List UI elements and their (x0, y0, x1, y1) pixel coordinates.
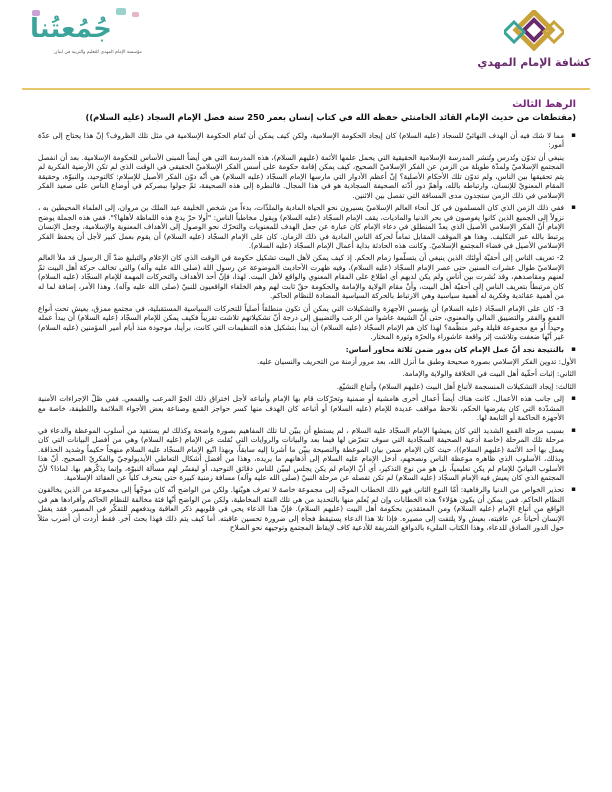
page-subtitle: (مقتطفات من حديث الإمام القائد الخامنئي حفظه الله في كتاب إنسان بعمر 250 سنة فصل الإمام السجاد (عليه السلام)) (85, 112, 576, 122)
paragraph-axis-2: الثاني: إثبات أحقّية أهل البيت في الخلافة والولاية والإمامة. (402, 369, 576, 379)
logo-wordmark: جُمُعتُنا (30, 14, 112, 44)
mahdi-scouts-logo (474, 10, 594, 70)
paragraph-point-1: ينبغي أن تدوّن وتُدرس وتُنشر المدرسة الإسلامية الحقيقية التي يحمل علمها الأئمة (عليهم السلام)، هذه المدرسة التي هي أيضاً المبنى الأساس للحكومة الإسلامية. بعد أن انفصل المجتمع الإسلاميّ ولمدّة طويلة من الزمن عن الفكر الإسلاميّ الصحيح، كيف يمكن إقامة حكومة على أسس الفكر الإسلاميّ الحقيقي في الوقت الذي لم تكن الأرضية الفكرية لم يتم تحقيقها بين الناس، ولم تدوّن تلك الأحكام الأصلية؟ إنّ أعظم الأدوار التي مارسها الإمام السجّاد (عليه السلام) هي أنّه دوّن الفكر الأصيل للإسلام: كالتوحيد، والنبوّة، وحقيقة المقام المعنويّ للإنسان، وارتباطه بالله، وأهمّ دور أدّته الصحيفة السجادية هو في هذا المجال. فالنطرة إلى هذه الصحيفة، ثمّ جولوا ببصركم في أوضاع الناس على صعيد الفكر الإسلامي في ذلك الزمن ستجدون مدى المسافة التي تفصل بين الاثنين. (38, 152, 564, 200)
paragraph-warning: ▪ تحذير الخواص من الدنيا والرفاهية: أمّا النوع الثاني فهو ذلك الخطاب الموجّه إلى مجموعة خاصة لا تعرف هويّتها. ولكن من الواضح أنّه كان موجّهاً إلى مجموعة من الذين يخالفون النظام الحاكم. فمن يمكن أن يكون هؤلاء؟ هذه الخطابات وإن لم يُعلم منها بالتحديد من هي تلك الفئة المخاطبة، ولكن من الواضح أنّها فئة مخالفة للنظام الحاكم وأفرادها هم في الواقع من أتباع الإمام (عليه السلام) ومن المعتقدين بحكومة أهل البيت (عليهم السلام). فإنّ هذا الدعاء يحي في قلوبهم ذكر العاقبة ويدفعهم للتفكّر في المصير. فقد يغفل الإنسان أحياناً عن عاقبته، بعيش ولا يلتفت إلى مصيره. فإذا تلا هذا الدعاء يستيقظ فجأة إلى ضرورة تحسين عاقبته. أما كيف يتم ذلك فهذا بحث آخر. فقط أردت أن أضرب مثلاً حول الدور الصادق للدعاء، وهذا الكتاب المليء بالدوافع الشريفة للأدعية كاف لإيقاظ المجتمع وتوجيهه نحو الصلاح (38, 485, 576, 532)
page-title: الرهط الثالث (512, 99, 576, 110)
paragraph-axis-3: الثالث: إيجاد التشكيلات المنسجمة لأتباع أهل البيت (عليهم السلام) وأتباع التشيّع. (336, 381, 576, 391)
document-body (38, 98, 576, 536)
paragraph-side-works: ▪ إلى جانب هذه الأعمال، كانت هناك أيضاً أعمال أخرى هامشية أو ضمنية وتحرّكات قام بها الإمام وأتباعه لأجل اختراق ذلك الجوّ المرعب والقمعي. ففي ظلّ الإجراءات الأمنية المشدّدة التي كان يفرضها الحكم، نلاحظ مواقف عديدة للإمام (عليه السلام) أو أتباعه كان الهدف منها كسر حواجز القمع وصناعة بعض الأجواء الملائمة واللطيفة، خاصة مع الأجهزة الحاكمة أو التابعة لها. (38, 394, 576, 422)
header-divider (22, 88, 590, 90)
paragraph-point-2: 2- تعريف الناس إلى أحقيّة أولئك الذين ينبغي أن يتسلّموا زمام الحكم. إذ كيف يمكن لأهل البيت تشكيل حكومة في الوقت الذي كان الإعلام والتبليغ ضدّ آل الرسول قد ملأ العالم الإسلاميّ طوال عشرات السنين حتى عصر الإمام السجّاد (عليه السلام)، وفيه ظهرت الأحاديث الموضوعة عن رسول الله (صلى الله عليه وآله) والتي تخالف حركة أهل البيت ثمّ لعنهم ومقاصدهم، وقد نُشرت بين أناس ولم يكن لديهم أي اطلاع على المقام المعنوي والواقع لأهل البيت. لهذا، فإنّ أحد الأهداف والتحركات المهمة للإمام السجّاد (عليه السلام) كان مرتبطاً بتعريف الناس إلى أحقيّة أهل البيت، وأنّ مقام الولاية والإمامة والحكومة حقّ ثابت لهم وهم الخلفاء الواقعيون للنبيّ (صلى الله عليه وآله). وهذا الأمر، إضافة لما له من أهمية عقائدية وفكرية له أهمية سياسية وهي الارتباط بالحركة السياسية المضادة للنظام الحاكم. (38, 253, 564, 301)
paragraph-era: ▪ ففي ذلك الزمن الذي كان المسلمون في كل أنحاء العالم الإسلاميّ يسيرون نحو الحياة المادية والملذّات، بدءاً من شخص الخليفة عبد الملك بن مروان، إلى العلماء المحيطين به ، نزولاً إلى الجميع الذين كانوا يغوصون في بحر الدنيا والماديات، يقف الإمام السجّاد (عليه السلام) ويقول مخاطباً الناس: "أولا حرّ يدع هذه اللماظة لأهلها؟". ففي هذه الجملة يوضح الإمام أنّ الفكر الإسلامي الأصيل الذي يعدّ المنطلق في دعاء الإمام كان عبارة عن جعل الهدف للمعنويات والتحرّك نحو الوصول إلى الأهداف المعنوية والإسلامية، وجعل الإنسان يرتبط بالله عبر التكليف. وهذا هو الموقف المقابل تماماً لحركة الناس المادية في ذلك الزمان. كان على الإمام السجّاد (عليه السلام) أن يقوم بعمل كبير لأجل أن يحفظ الفكر الإسلامي الأصيل في فضاء المجتمع الإسلاميّ. وكانت هذه الحادثة بداية أعمال الإمام السجّاد (عليه السلام). (38, 203, 576, 250)
paragraph-point-3: 3- كان على الإمام السجّاد (عليه السلام) أن يؤسس الأجهزة والتشكيلات التي يمكن أن تكون منطلقاً أصلياً للتحركات السياسية المستقبلية، في مجتمع ممزق، يعيش تحت أنواع القمع والفقر والتضييق المالي والمعنوي، حتى أنّ الشيعة عاشوا من الرعب والتضييق إلى درجة أنّ تشكيلاتهم تلاشت تقريباً فكيف يمكن للإمام السجّاد (عليه السلام) أن يبدأ عمله وحيداً أو مع مجموعة قليلة وغير منظّمة؟ لهذا كان هم الإمام السجّاد (عليه السلام) أن يبدأ بتشكيل هذه التنظيمات التي كانت، برأينا، موجودة منذ أيام أمير المؤمنين (عليه السلام) غير أنّها ضعفت وتلاشت إثر واقعة عاشوراء والحرّة وثورة المختار. (38, 303, 564, 342)
paragraph-intro: ▪ مما لا شك فيه أن الهدف النهائيّ للسجاد (عليه السلام) كان إيجاد الحكومة الإسلامية، ولكن كيف يمكن أن تُقام الحكومة الإسلامية في مثل تلك الظروف؟ إنّ هذا يحتاج إلى عدّة أمور: (38, 131, 576, 150)
scouts-name: كشافة الإمام المهدي (477, 56, 591, 69)
scouts-emblem-icon (504, 10, 564, 54)
paragraph-method: ▪ بسبب مرحلة القمع الشديد التي كان يعيشها الإمام السجّاد عليه السلام ، لم يستطع أن يبيّن لنا تلك المفاهيم بصورة واضحة وكذلك لم يستفيد من أسلوب الموعظة والدعاء في مرحلة تلك المرحلة (خاصة أدعية الصحيفة السجّادية التي سوف تتعرّض لها فيما بعد والبيانات والروايات التي نُقلت عن الإمام (عليه السلام) وهي من أفضل البيانات التي كان يعمل بها أحد الأئمة (عليهم السلام))، حيث كان الإمام ضمن بيان الموعظة والنصيحة يبيّن ما أشرنا إليه سابقاً، وبهذا اتّبع الإمام السجّاد عليه السلام منهجاً حكيماً وشديد الحذاقة. وبذلك، الأسلوب الذي ظاهره موعظة الناس ونصحهم، أدخل الإمام عليه السلام إلى أذهانهم ما يريده، وهذا من أفضل أشكال التعاطي الأيديولوجيّ والفكريّ الصحيح. أنّ هذا الأسلوب البيانيّ للإمام لم يكن تعليمياً، بل هو من نوع التذكير، أي أنّ الإمام لم يكن يجلس ليبيّن للناس دقائق التوحيد، أو ليفسّر لهم مسألة النبوّة، وإنما يذكّرهم بها. لماذا؟ لأنّ المجتمع الذي كان يعيش فيه الإمام السجّاد (عليه السلام) لم تكن تفصله عن مرحلة النبيّ (صلى الله عليه وآله) مسافة زمنية كبيرة حتى ينحرف كلياً عن العقائد الإسلامية. (38, 426, 576, 483)
paragraph-conclusion-heading: ▪ بالنتيجة نجد أنّ عمل الإمام كان يدور ضمن ثلاثة محاور أساس: (38, 345, 576, 354)
paragraph-axis-1: الأول: تدوين الفكر الإسلامي بصورة صحيحة وطبق ما أنزل الله، بعد مرور أزمنة من التحريف والنسيان عليه. (256, 356, 576, 366)
logo-subtitle: مؤسسة الإمام المهدي للتعليم والتربية في لبنان (54, 50, 142, 55)
jumuatuna-logo (20, 8, 170, 66)
